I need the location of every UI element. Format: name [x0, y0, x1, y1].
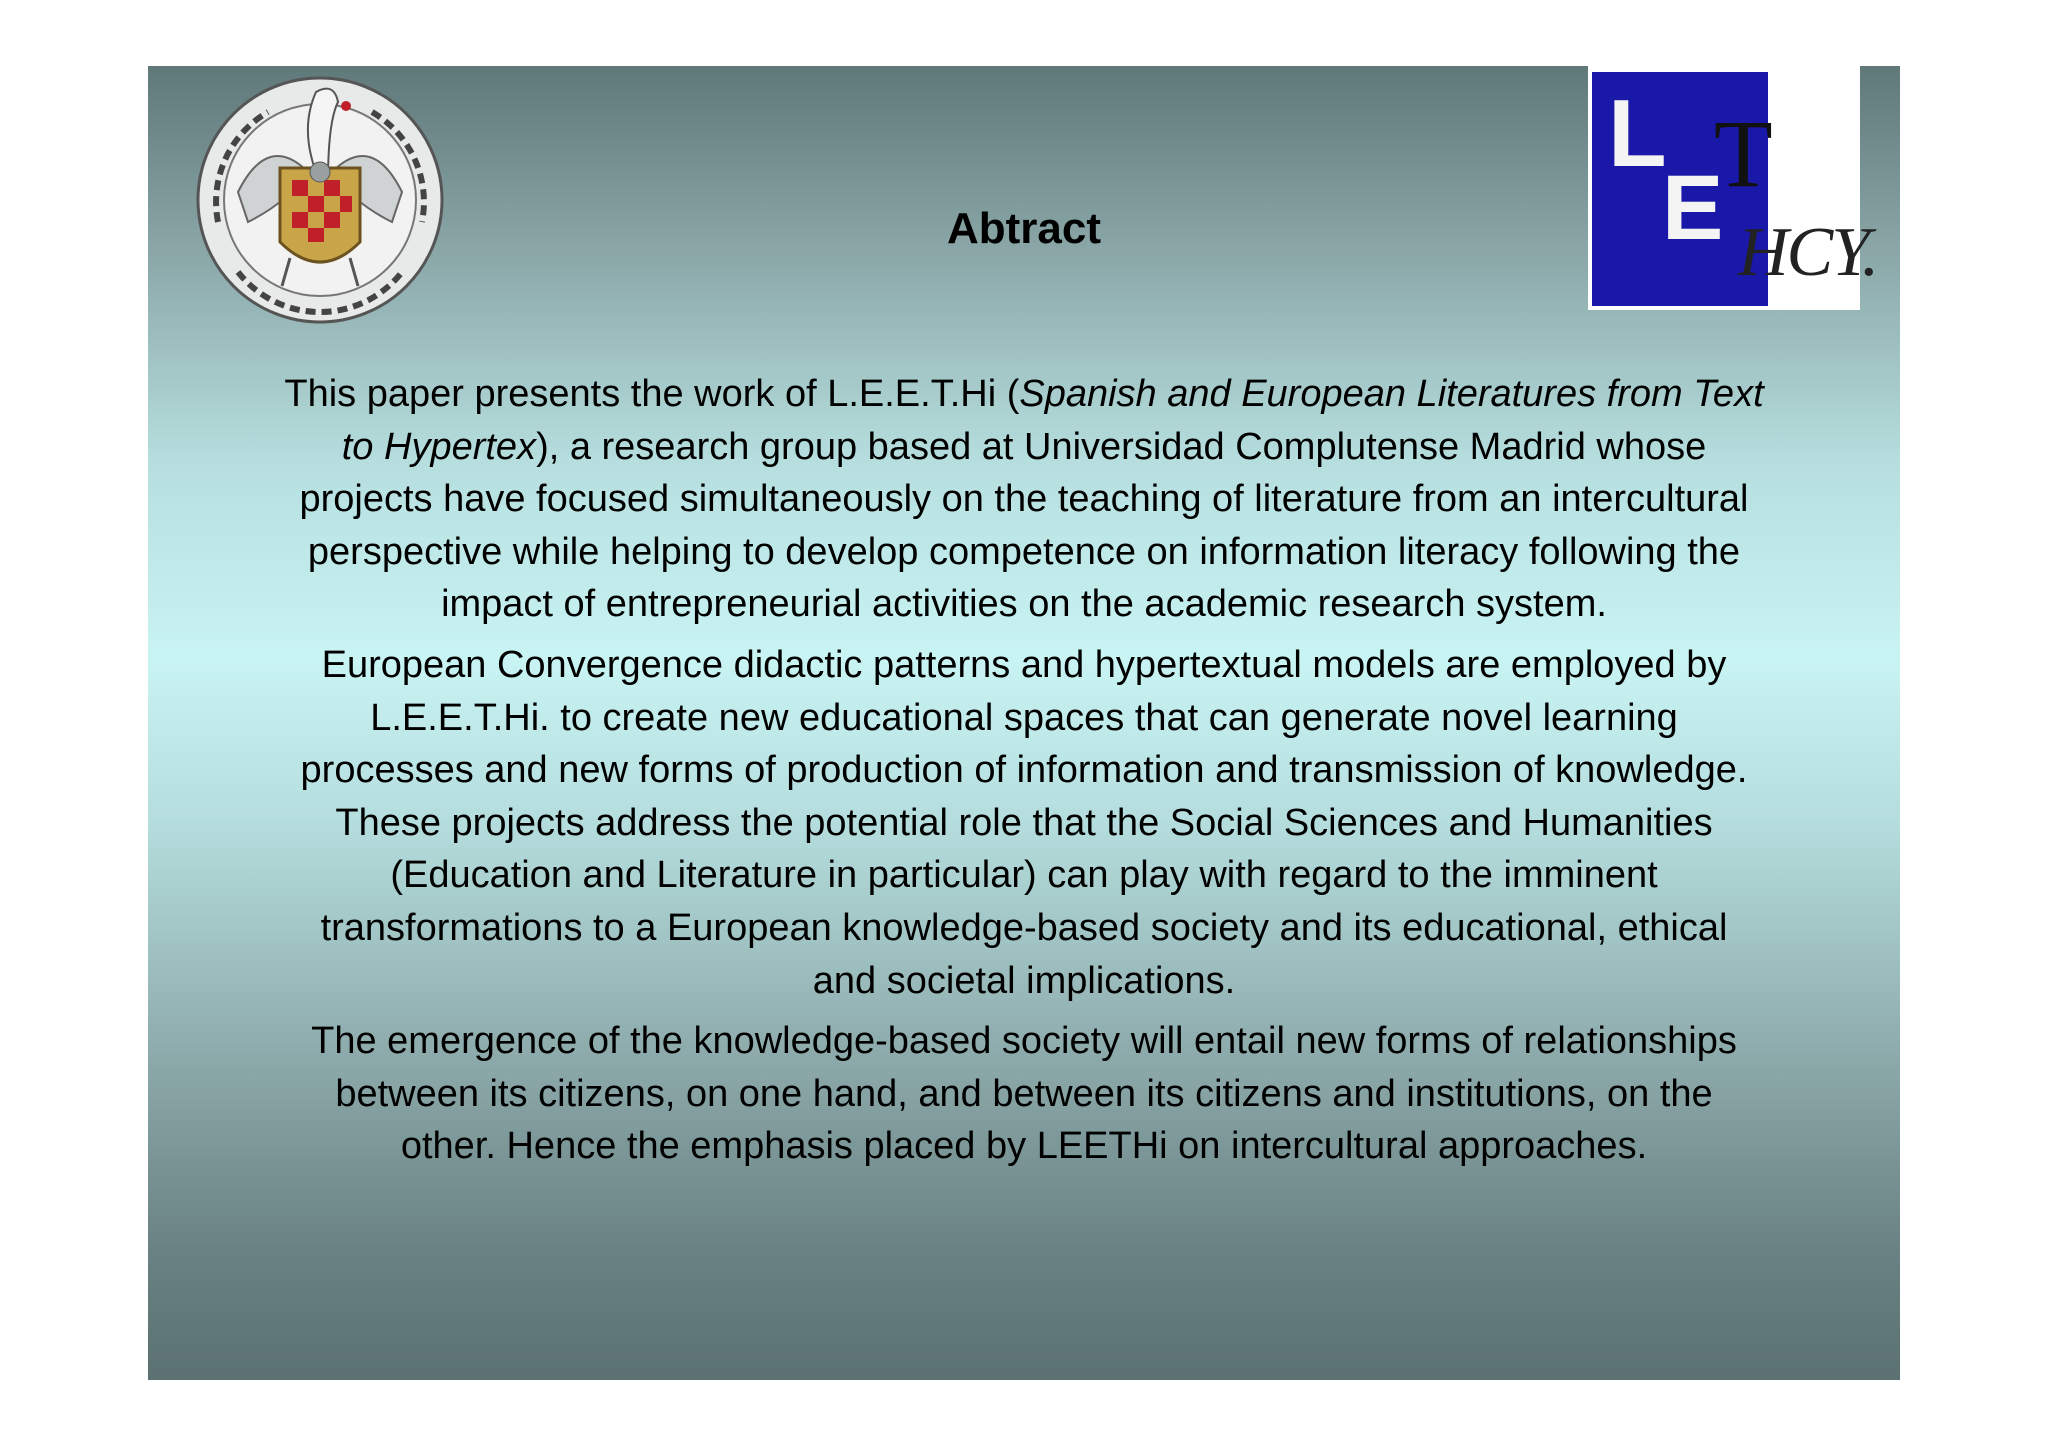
- body-text: projects have focused simultaneously on the teaching of literature from an intercultural: [299, 478, 1749, 521]
- body-text: impact of entrepreneurial activities on the academic research system.: [441, 583, 1607, 626]
- logo-letter-l: L: [1608, 80, 1663, 187]
- body-text: ), a research group based at Universidad Complutense Madrid whose: [536, 425, 1707, 468]
- logo-letter-t: T: [1714, 100, 1773, 207]
- body-text: other. Hence the emphasis placed by LEETHi on intercultural approaches.: [400, 1125, 1648, 1168]
- abstract-line: [148, 1015, 1900, 1068]
- abstract-paragraph: [148, 1015, 1900, 1173]
- body-text: These projects address the potential role that the Social Sciences and Humanities: [335, 801, 1713, 844]
- slide-title: Abtract: [946, 204, 1102, 253]
- abstract-line: [148, 578, 1900, 631]
- body-text: processes and new forms of production of information and transmission of knowledge.: [300, 749, 1748, 792]
- body-text: (Education and Literature in particular) can play with regard to the imminent: [390, 854, 1658, 897]
- body-text: between its citizens, on one hand, and between its citizens and institutions, on the: [335, 1072, 1713, 1115]
- body-text: transformations to a European knowledge-based society and its educational, ethical: [320, 906, 1728, 949]
- leethi-logo-icon: [1588, 66, 1878, 310]
- body-text: The emergence of the knowledge-based society will entail new forms of relationships: [311, 1020, 1737, 1063]
- body-text: and societal implications.: [812, 959, 1236, 1002]
- logo-letter-e: E: [1662, 157, 1724, 259]
- body-text: perspective while helping to develop competence on information literacy following the: [307, 530, 1741, 573]
- abstract-paragraph: [148, 639, 1900, 1007]
- italic-text: Spanish and European Literatures from Text: [1019, 373, 1764, 415]
- body-text: L.E.E.T.Hi. to create new educational spaces that can generate novel learning: [370, 696, 1678, 739]
- slide: [148, 66, 1900, 1380]
- university-seal-icon: [178, 72, 478, 332]
- abstract-paragraph: [148, 368, 1900, 631]
- logo-letters-hcy: HCY.: [1738, 214, 1878, 291]
- abstract-line: [148, 692, 1900, 745]
- abstract-body: [148, 368, 1900, 1181]
- abstract-line: [148, 1120, 1900, 1173]
- abstract-line: [148, 797, 1900, 850]
- abstract-line: [148, 955, 1900, 1008]
- body-text: This paper presents the work of L.E.E.T.Hi (: [284, 373, 1020, 415]
- abstract-line: [148, 421, 1900, 474]
- abstract-line: [148, 849, 1900, 902]
- body-text: European Convergence didactic patterns and hypertextual models are employed by: [321, 643, 1727, 686]
- abstract-line: [148, 368, 1900, 421]
- abstract-line: [148, 1068, 1900, 1121]
- abstract-line: [148, 639, 1900, 692]
- abstract-line: [148, 526, 1900, 579]
- abstract-line: [148, 902, 1900, 955]
- abstract-line: [148, 473, 1900, 526]
- abstract-line: [148, 744, 1900, 797]
- italic-text: to Hypertex: [341, 425, 537, 468]
